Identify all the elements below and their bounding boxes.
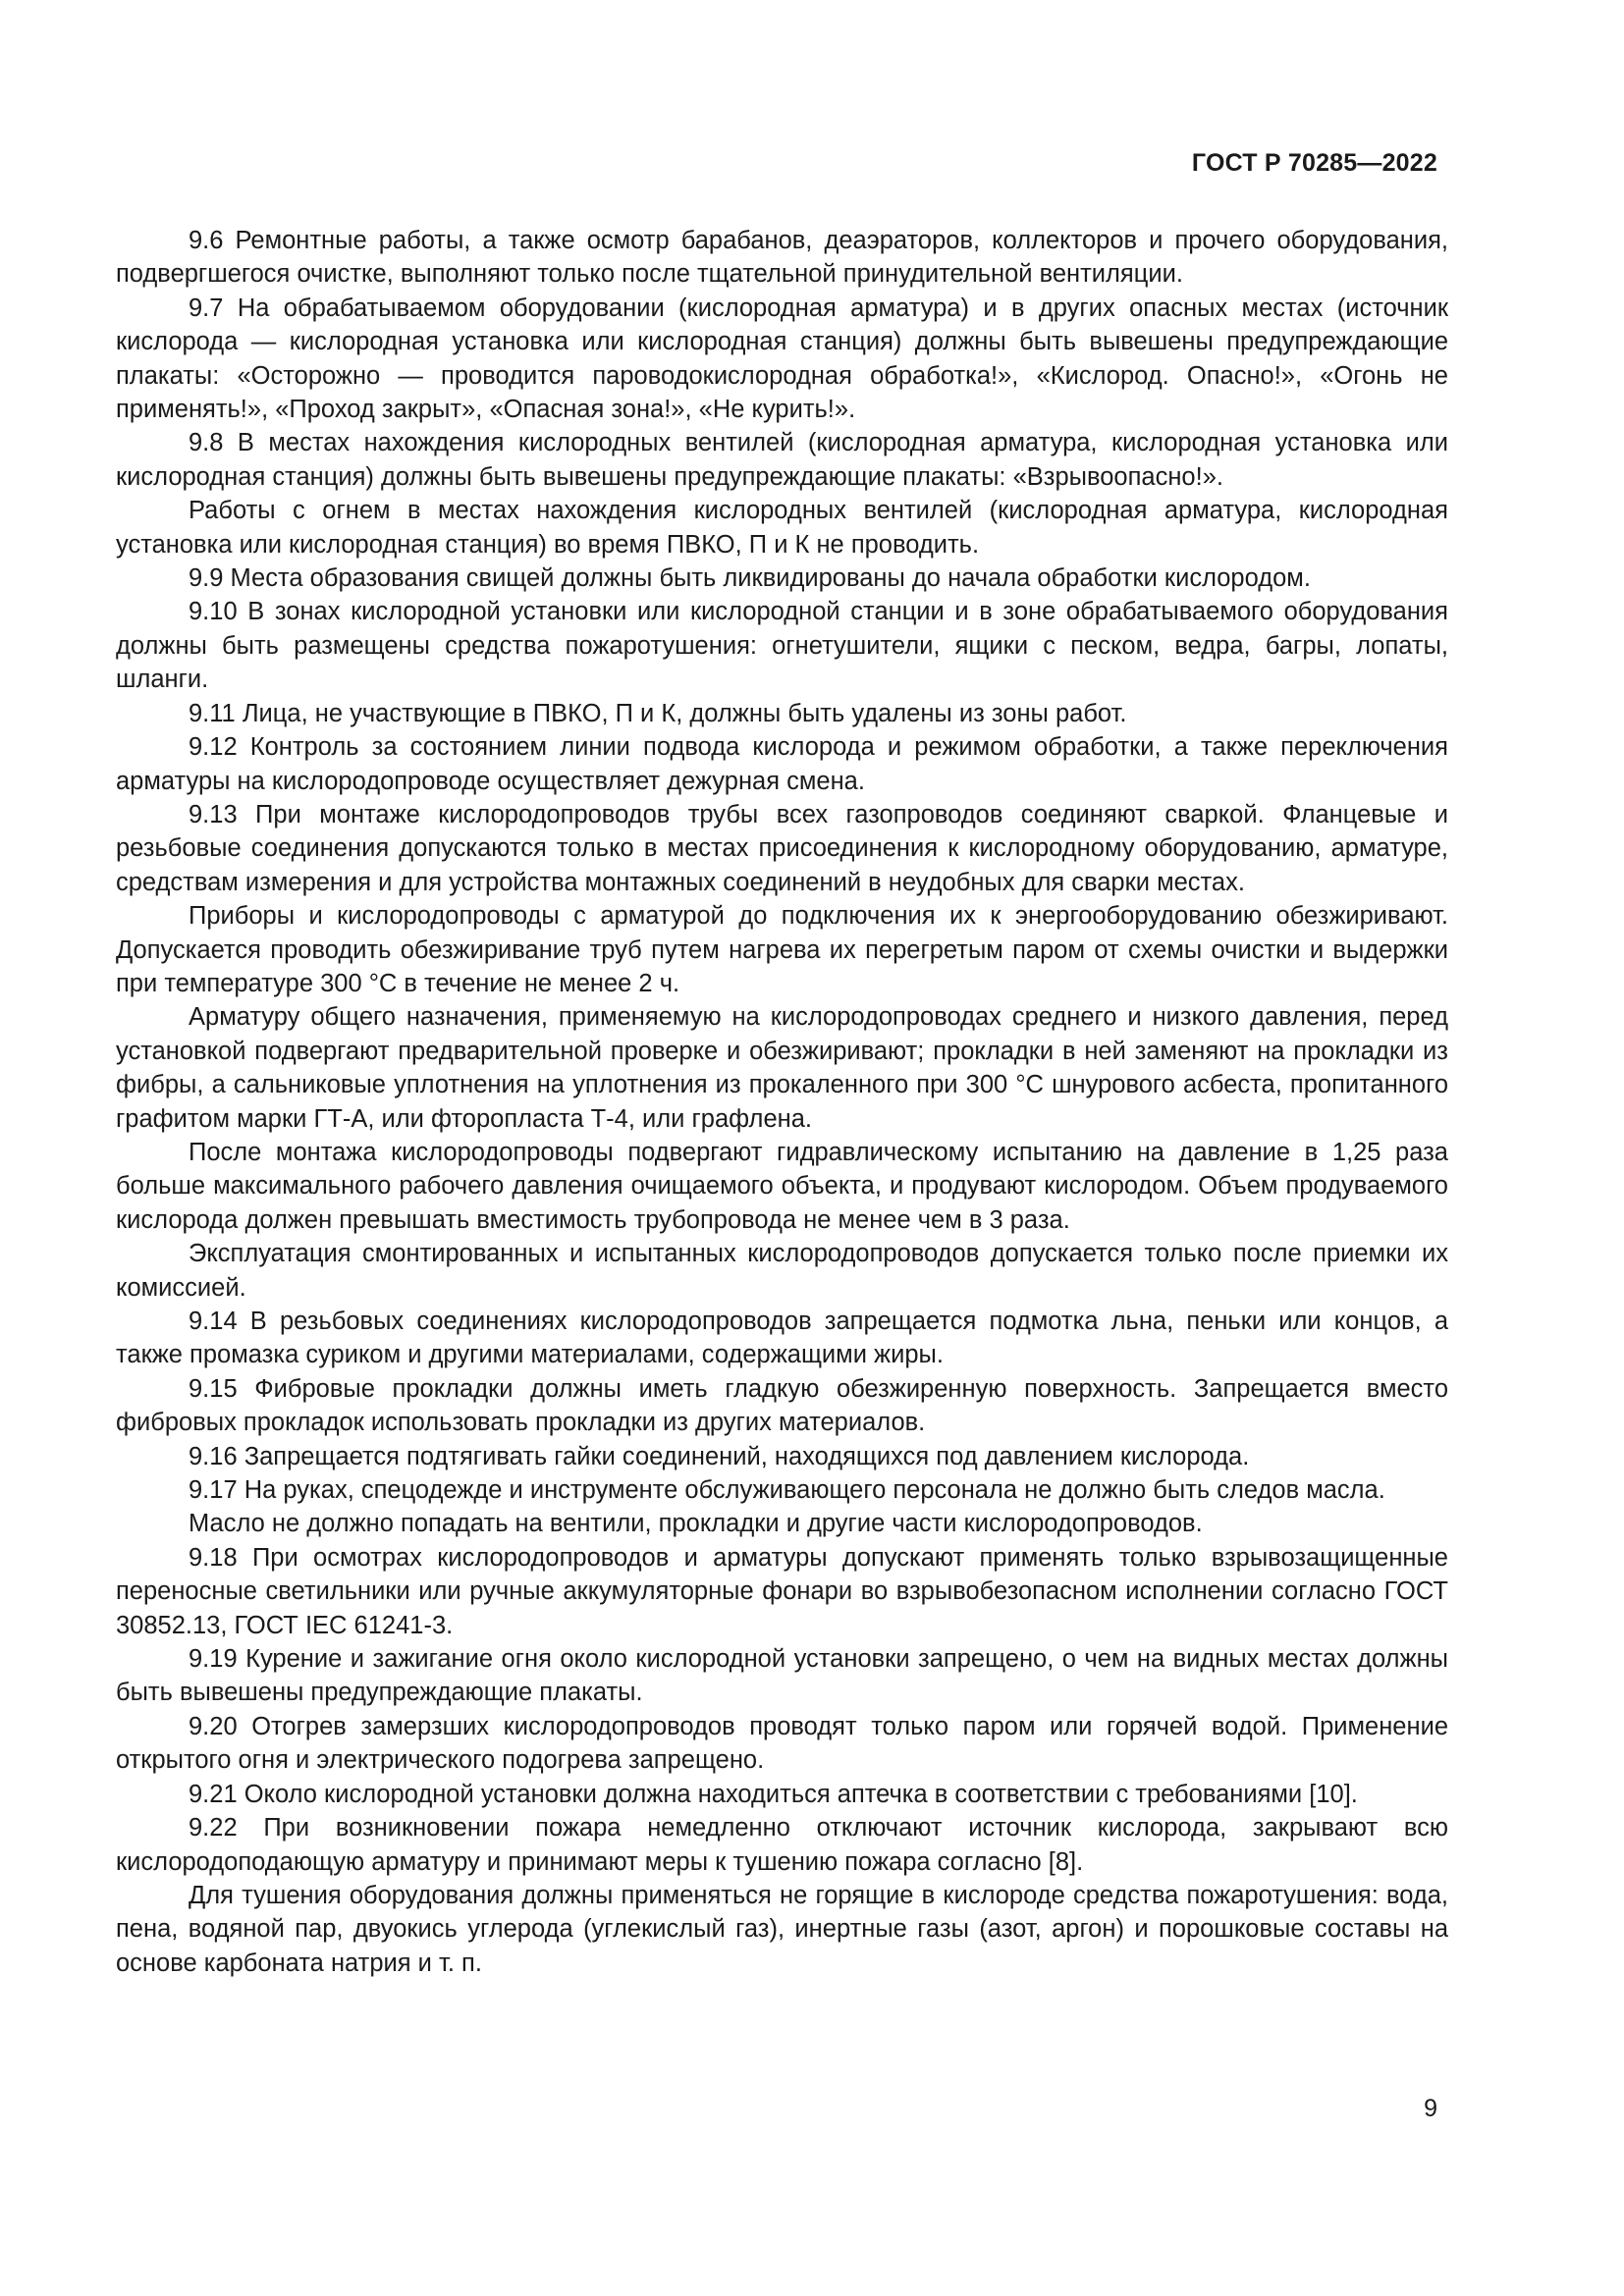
- paragraph-9-13: 9.13 При монтаже кислородопроводов трубы всех газопроводов соединяют сваркой. Фланцевые и резьбовые соединения допускаются только в местах присоединения к кислородному оборудованию, арматуре, средствам измерения и для устройства монтажных соединений в неудобных для сварки местах.: [116, 800, 1448, 896]
- paragraph-9-13-operation: Эксплуатация смонтированных и испытанных кислородопроводов допускается только после приемки их комиссией.: [116, 1240, 1448, 1302]
- paragraph-9-13-fittings: Арматуру общего назначения, применяемую на кислородопроводах среднего и низкого давления, перед установкой подвергают предварительной проверке и обезжиривают; прокладки в ней заменяют на прокладки из фибры, а сальниковые уплотнения на уплотнения из прокаленного при 300 °С шнурового асбеста, пропитанного графитом марки ГТ-А, или фторопласта Т-4, или графлена.: [116, 1003, 1448, 1133]
- paragraph-9-11: 9.11 Лица, не участвующие в ПВКО, П и К, должны быть удалены из зоны работ.: [189, 699, 1127, 727]
- paragraph-9-13-testing: После монтажа кислородопроводы подвергают гидравлическому испытанию на давление в 1,25 раза больше максимального рабочего давления очищаемого объекта, и продувают кислородом. Объем продуваемого кислорода должен превышать вместимость трубопровода не менее чем в 3 раза.: [116, 1138, 1448, 1234]
- document-code-header: ГОСТ Р 70285—2022: [1191, 149, 1437, 177]
- paragraph-9-12: 9.12 Контроль за состоянием линии подвода кислорода и режимом обработки, а также переключения арматуры на кислородопроводе осуществляет дежурная смена.: [116, 733, 1448, 795]
- paragraph-9-18: 9.18 При осмотрах кислородопроводов и арматуры допускают применять только взрывозащищенные переносные светильники или ручные аккумуляторные фонари во взрывобезопасном исполнении согласно ГОСТ 30852.13, ГОСТ IEC 61241-3.: [116, 1543, 1448, 1639]
- paragraph-9-10: 9.10 В зонах кислородной установки или кислородной станции и в зоне обрабатываемого оборудования должны быть размещены средства пожаротушения: огнетушители, ящики с песком, ведра, багры, лопаты, шланги.: [116, 598, 1448, 694]
- paragraph-9-17-oil: Масло не должно попадать на вентили, прокладки и другие части кислородопроводов.: [189, 1510, 1203, 1538]
- paragraph-9-8-fire-work: Работы с огнем в местах нахождения кислородных вентилей (кислородная арматура, кислородная установка или кислородная станция) во время ПВКО, П и К не проводить.: [116, 497, 1448, 559]
- paragraph-9-21: 9.21 Около кислородной установки должна находиться аптечка в соответствии с требованиями [10].: [189, 1780, 1358, 1808]
- paragraph-9-14: 9.14 В резьбовых соединениях кислородопроводов запрещается подмотка льна, пеньки или концов, а также промазка суриком и другими материалами, содержащими жиры.: [116, 1308, 1448, 1369]
- paragraph-9-7: 9.7 На обрабатываемом оборудовании (кислородная арматура) и в других опасных местах (источник кислорода — кислородная установка или кислородная станция) должны быть вывешены предупреждающие плакаты: «Осторожно — проводится пароводокислородная обработка!», «Кислород. Опасно!», «Огонь не применять!», «Проход закрыт», «Опасная зона!», «Не курить!».: [116, 294, 1448, 424]
- paragraph-9-17: 9.17 На руках, спецодежде и инструменте обслуживающего персонала не должно быть следов масла.: [189, 1476, 1385, 1505]
- paragraph-9-16: 9.16 Запрещается подтягивать гайки соединений, находящихся под давлением кислорода.: [189, 1442, 1250, 1470]
- paragraph-9-22-extinguishing: Для тушения оборудования должны применяться не горящие в кислороде средства пожаротушения: вода, пена, водяной пар, двуокись углерода (углекислый газ), инертные газы (азот, аргон) и порошковые составы на основе карбоната натрия и т. п.: [116, 1881, 1448, 1977]
- paragraph-9-20: 9.20 Отогрев замерзших кислородопроводов проводят только паром или горячей водой. Применение открытого огня и электрического подогрева запрещено.: [116, 1712, 1448, 1775]
- paragraph-9-15: 9.15 Фибровые прокладки должны иметь гладкую обезжиренную поверхность. Запрещается вместо фибровых прокладок использовать прокладки из других материалов.: [116, 1374, 1448, 1437]
- paragraph-9-8: 9.8 В местах нахождения кислородных вентилей (кислородная арматура, кислородная установка или кислородная станция) должны быть вывешены предупреждающие плакаты: «Взрывоопасно!».: [116, 429, 1448, 491]
- paragraph-9-9: 9.9 Места образования свищей должны быть ликвидированы до начала обработки кислородом.: [189, 564, 1311, 593]
- paragraph-9-19: 9.19 Курение и зажигание огня около кислородной установки запрещено, о чем на видных местах должны быть вывешены предупреждающие плакаты.: [116, 1645, 1448, 1707]
- paragraph-9-6: 9.6 Ремонтные работы, а также осмотр барабанов, деаэраторов, коллекторов и прочего оборудования, подвергшегося очистке, выполняют только после тщательной принудительной вентиляции.: [116, 227, 1448, 289]
- paragraph-9-13-degreasing: Приборы и кислородопроводы с арматурой до подключения их к энергооборудованию обезжиривают. Допускается проводить обезжиривание труб путем нагрева их перегретым паром от схемы очистки и выдержки при температуре 300 °С в течение не менее 2 ч.: [116, 902, 1448, 997]
- page-number: 9: [1424, 2095, 1437, 2122]
- paragraph-9-22: 9.22 При возникновении пожара немедленно отключают источник кислорода, закрывают всю кислородоподающую арматуру и принимают меры к тушению пожара согласно [8].: [116, 1814, 1448, 1876]
- document-body: [116, 224, 1448, 1980]
